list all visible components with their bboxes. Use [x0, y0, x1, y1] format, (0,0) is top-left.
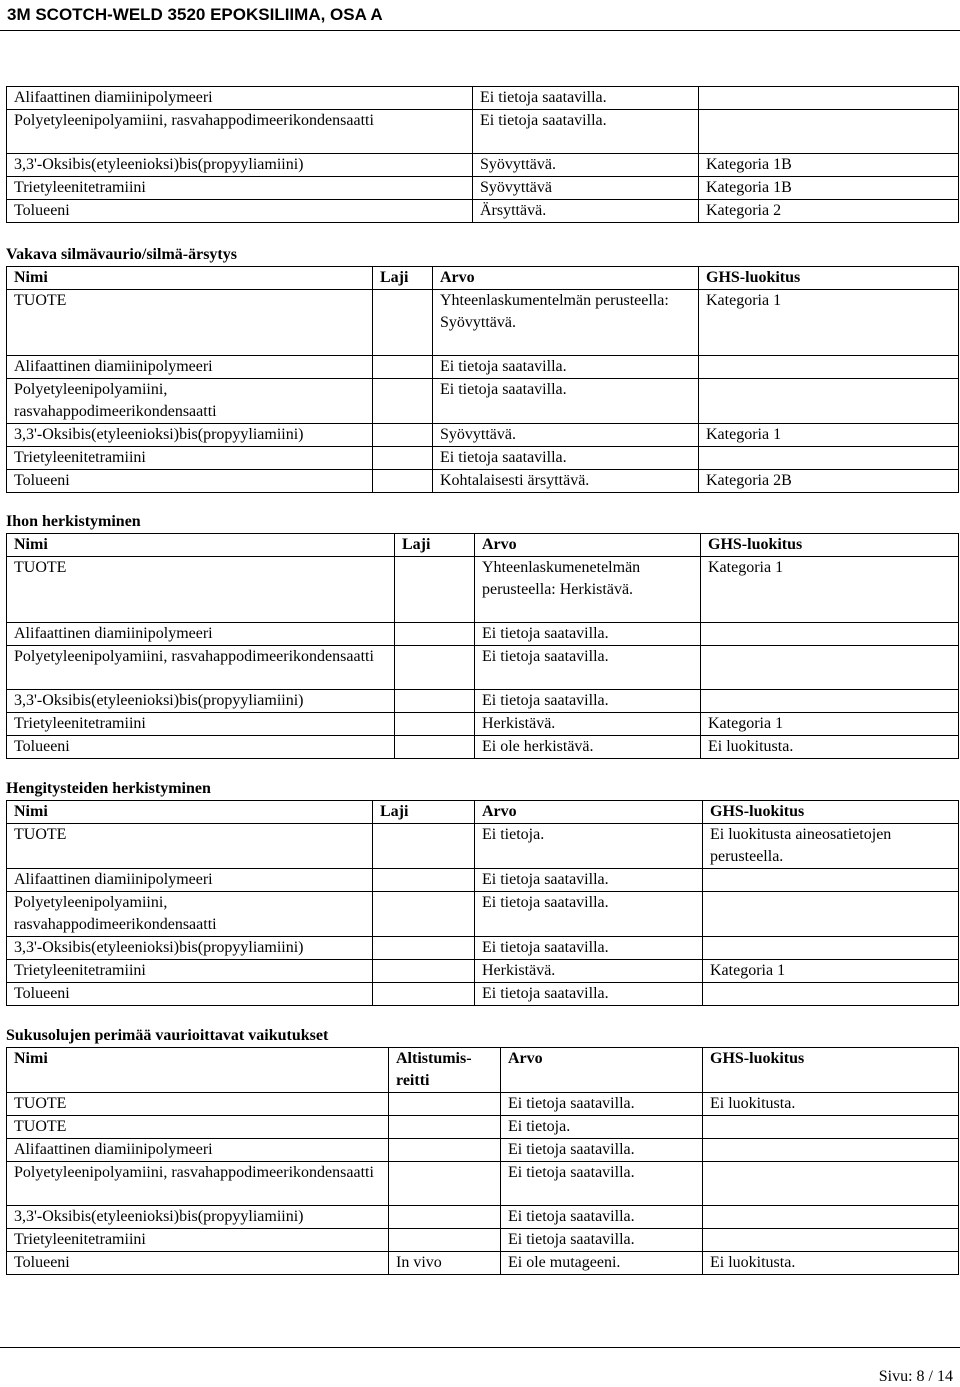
table-row [7, 1162, 959, 1206]
table-cell [395, 557, 475, 623]
table-cell: Kohtalaisesti ärsyttävä. [433, 470, 699, 493]
table-cell [701, 690, 959, 713]
page-number: Sivu: 8 / 14 [878, 1368, 953, 1385]
table-row [7, 824, 959, 869]
table-cell: Herkistävä. [475, 713, 701, 736]
carry-over-tbody [7, 87, 959, 223]
carry-over-table [6, 86, 959, 223]
table-cell [395, 713, 475, 736]
table-header-row [7, 801, 959, 824]
table-cell [373, 356, 433, 379]
column-header: Laji [373, 267, 433, 290]
table-cell [373, 960, 475, 983]
column-header: Nimi [7, 267, 373, 290]
table-cell: Ei tietoja saatavilla. [475, 937, 703, 960]
column-header: Nimi [7, 534, 395, 557]
table-cell: Ei tietoja saatavilla. [475, 983, 703, 1006]
table-cell [703, 1206, 959, 1229]
table-cell [373, 892, 475, 937]
table-cell: Ei tietoja saatavilla. [501, 1229, 703, 1252]
eye-tbody [7, 267, 959, 493]
table-row [7, 356, 959, 379]
table-cell: Ei tietoja saatavilla. [501, 1093, 703, 1116]
table-cell: TUOTE [7, 1116, 389, 1139]
table-cell: Ei luokitusta. [703, 1093, 959, 1116]
table-cell: Ei ole herkistävä. [475, 736, 701, 759]
resp-sens-tbody [7, 801, 959, 1006]
table-cell [703, 937, 959, 960]
table-cell [703, 1116, 959, 1139]
table-cell: Alifaattinen diamiinipolymeeri [7, 623, 395, 646]
table-cell: 3,3'-Oksibis(etyleenioksi)bis(propyyliamiini) [7, 690, 395, 713]
table-row [7, 1229, 959, 1252]
table-cell: Polyetyleenipolyamiini, rasvahappodimeerikondensaatti [7, 110, 473, 154]
table-row [7, 646, 959, 690]
table-cell: Kategoria 1B [699, 154, 959, 177]
table-cell: 3,3'-Oksibis(etyleenioksi)bis(propyyliamiini) [7, 424, 373, 447]
table-cell [701, 646, 959, 690]
table-cell: Kategoria 1 [701, 713, 959, 736]
table-cell: Ei tietoja. [501, 1116, 703, 1139]
table-cell: Trietyleenitetramiini [7, 1229, 389, 1252]
table-cell: TUOTE [7, 290, 373, 356]
skin-sens-tbody [7, 534, 959, 759]
table-cell [389, 1206, 501, 1229]
table-cell: Ei luokitusta aineosatietojen perusteella. [703, 824, 959, 869]
column-header: Arvo [433, 267, 699, 290]
table-cell: Herkistävä. [475, 960, 703, 983]
table-row [7, 937, 959, 960]
table-cell: In vivo [389, 1252, 501, 1275]
table-cell: Polyetyleenipolyamiini, rasvahappodimeerikondensaatti [7, 892, 373, 937]
section-title-skin-sens: Ihon herkistyminen [6, 513, 141, 530]
column-header: GHS-luokitus [703, 801, 959, 824]
table-cell [389, 1229, 501, 1252]
column-header: Laji [395, 534, 475, 557]
table-cell: Tolueeni [7, 983, 373, 1006]
resp-sens-table [6, 800, 959, 1006]
table-cell [395, 736, 475, 759]
table-cell [699, 356, 959, 379]
table-cell: Syövyttävä [473, 177, 699, 200]
table-cell: Kategoria 2B [699, 470, 959, 493]
table-cell: Ei tietoja saatavilla. [475, 869, 703, 892]
table-cell: Syövyttävä. [433, 424, 699, 447]
table-cell: Ei tietoja saatavilla. [475, 623, 701, 646]
table-cell: Tolueeni [7, 736, 395, 759]
table-cell: Yhteenlaskumentelmän perusteella: Syövyttävä. [433, 290, 699, 356]
table-row [7, 690, 959, 713]
table-cell: Ei luokitusta. [703, 1252, 959, 1275]
table-cell [395, 623, 475, 646]
table-cell: Kategoria 1 [699, 290, 959, 356]
table-cell [373, 424, 433, 447]
table-row [7, 869, 959, 892]
column-header: GHS-luokitus [699, 267, 959, 290]
table-cell: Alifaattinen diamiinipolymeeri [7, 1139, 389, 1162]
table-cell [703, 1162, 959, 1206]
table-cell [373, 470, 433, 493]
table-row [7, 470, 959, 493]
table-row [7, 424, 959, 447]
table-row [7, 1139, 959, 1162]
table-header-row [7, 1048, 959, 1093]
table-cell: Trietyleenitetramiini [7, 713, 395, 736]
table-cell: Ei tietoja saatavilla. [433, 356, 699, 379]
table-cell: Ei tietoja saatavilla. [475, 892, 703, 937]
table-cell: Trietyleenitetramiini [7, 177, 473, 200]
table-cell: Trietyleenitetramiini [7, 960, 373, 983]
table-cell: 3,3'-Oksibis(etyleenioksi)bis(propyyliamiini) [7, 154, 473, 177]
table-cell: Ei luokitusta. [701, 736, 959, 759]
table-cell: Ei tietoja saatavilla. [475, 690, 701, 713]
table-cell: Kategoria 1 [699, 424, 959, 447]
column-header: Arvo [475, 534, 701, 557]
column-header: Altistumis-reitti [389, 1048, 501, 1093]
table-row [7, 447, 959, 470]
table-cell [373, 983, 475, 1006]
table-row [7, 1252, 959, 1275]
table-cell [395, 646, 475, 690]
table-row [7, 623, 959, 646]
table-cell [703, 983, 959, 1006]
table-cell: Alifaattinen diamiinipolymeeri [7, 356, 373, 379]
table-cell [699, 87, 959, 110]
table-row [7, 892, 959, 937]
table-cell [699, 110, 959, 154]
table-cell: Trietyleenitetramiini [7, 447, 373, 470]
column-header: Laji [373, 801, 475, 824]
table-cell: Ei tietoja saatavilla. [501, 1162, 703, 1206]
table-cell [703, 869, 959, 892]
table-cell: TUOTE [7, 557, 395, 623]
footer-rule [0, 1347, 960, 1348]
table-cell [373, 290, 433, 356]
table-cell: Polyetyleenipolyamiini, rasvahappodimeerikondensaatti [7, 1162, 389, 1206]
table-cell: Tolueeni [7, 1252, 389, 1275]
table-row [7, 379, 959, 424]
mutagen-table [6, 1047, 959, 1275]
header-rule [0, 30, 960, 31]
table-cell [699, 379, 959, 424]
table-cell: TUOTE [7, 1093, 389, 1116]
table-row [7, 1093, 959, 1116]
table-cell: Ei tietoja saatavilla. [433, 379, 699, 424]
table-cell [389, 1139, 501, 1162]
table-header-row [7, 534, 959, 557]
table-cell [703, 892, 959, 937]
table-row [7, 290, 959, 356]
table-cell [699, 447, 959, 470]
skin-sens-table [6, 533, 959, 759]
table-cell: Kategoria 1 [703, 960, 959, 983]
column-header: Nimi [7, 1048, 389, 1093]
column-header: Arvo [501, 1048, 703, 1093]
table-cell [389, 1093, 501, 1116]
mutagen-tbody [7, 1048, 959, 1275]
table-cell: Kategoria 1B [699, 177, 959, 200]
section-title-eye: Vakava silmävaurio/silmä-ärsytys [6, 246, 237, 263]
table-cell [373, 937, 475, 960]
table-row [7, 154, 959, 177]
column-header: GHS-luokitus [701, 534, 959, 557]
table-cell: 3,3'-Oksibis(etyleenioksi)bis(propyyliamiini) [7, 1206, 389, 1229]
table-cell [701, 623, 959, 646]
table-row [7, 87, 959, 110]
table-row [7, 1206, 959, 1229]
table-cell [703, 1139, 959, 1162]
section-title-resp-sens: Hengitysteiden herkistyminen [6, 780, 211, 797]
table-row [7, 557, 959, 623]
table-cell: Syövyttävä. [473, 154, 699, 177]
table-cell: Ei tietoja. [475, 824, 703, 869]
table-cell [389, 1162, 501, 1206]
table-cell: Yhteenlaskumenetelmän perusteella: Herkistävä. [475, 557, 701, 623]
eye-table [6, 266, 959, 493]
table-row [7, 200, 959, 223]
table-row [7, 736, 959, 759]
table-cell: Kategoria 1 [701, 557, 959, 623]
table-cell: Ei tietoja saatavilla. [473, 87, 699, 110]
table-cell [373, 447, 433, 470]
table-row [7, 177, 959, 200]
table-cell: Ärsyttävä. [473, 200, 699, 223]
column-header: Nimi [7, 801, 373, 824]
column-header: GHS-luokitus [703, 1048, 959, 1093]
table-cell: Ei tietoja saatavilla. [473, 110, 699, 154]
table-cell [389, 1116, 501, 1139]
table-cell: Ei tietoja saatavilla. [501, 1139, 703, 1162]
table-cell [373, 824, 475, 869]
table-cell: 3,3'-Oksibis(etyleenioksi)bis(propyyliamiini) [7, 937, 373, 960]
table-cell [395, 690, 475, 713]
table-cell: Tolueeni [7, 200, 473, 223]
table-cell [373, 869, 475, 892]
column-header: Arvo [475, 801, 703, 824]
table-cell: Tolueeni [7, 470, 373, 493]
table-cell: Kategoria 2 [699, 200, 959, 223]
table-row [7, 983, 959, 1006]
table-header-row [7, 267, 959, 290]
table-cell: Polyetyleenipolyamiini, rasvahappodimeerikondensaatti [7, 646, 395, 690]
table-cell: Ei ole mutageeni. [501, 1252, 703, 1275]
table-row [7, 110, 959, 154]
table-cell: Ei tietoja saatavilla. [501, 1206, 703, 1229]
table-cell: TUOTE [7, 824, 373, 869]
table-cell: Alifaattinen diamiinipolymeeri [7, 869, 373, 892]
table-row [7, 713, 959, 736]
table-cell: Ei tietoja saatavilla. [475, 646, 701, 690]
table-row [7, 960, 959, 983]
table-cell: Ei tietoja saatavilla. [433, 447, 699, 470]
table-cell [373, 379, 433, 424]
table-cell: Polyetyleenipolyamiini, rasvahappodimeerikondensaatti [7, 379, 373, 424]
table-row [7, 1116, 959, 1139]
table-cell [703, 1229, 959, 1252]
table-cell: Alifaattinen diamiinipolymeeri [7, 87, 473, 110]
document-header-title: 3M SCOTCH-WELD 3520 EPOKSILIIMA, OSA A [7, 5, 383, 24]
section-title-mutagen: Sukusolujen perimää vaurioittavat vaikutukset [6, 1027, 329, 1044]
